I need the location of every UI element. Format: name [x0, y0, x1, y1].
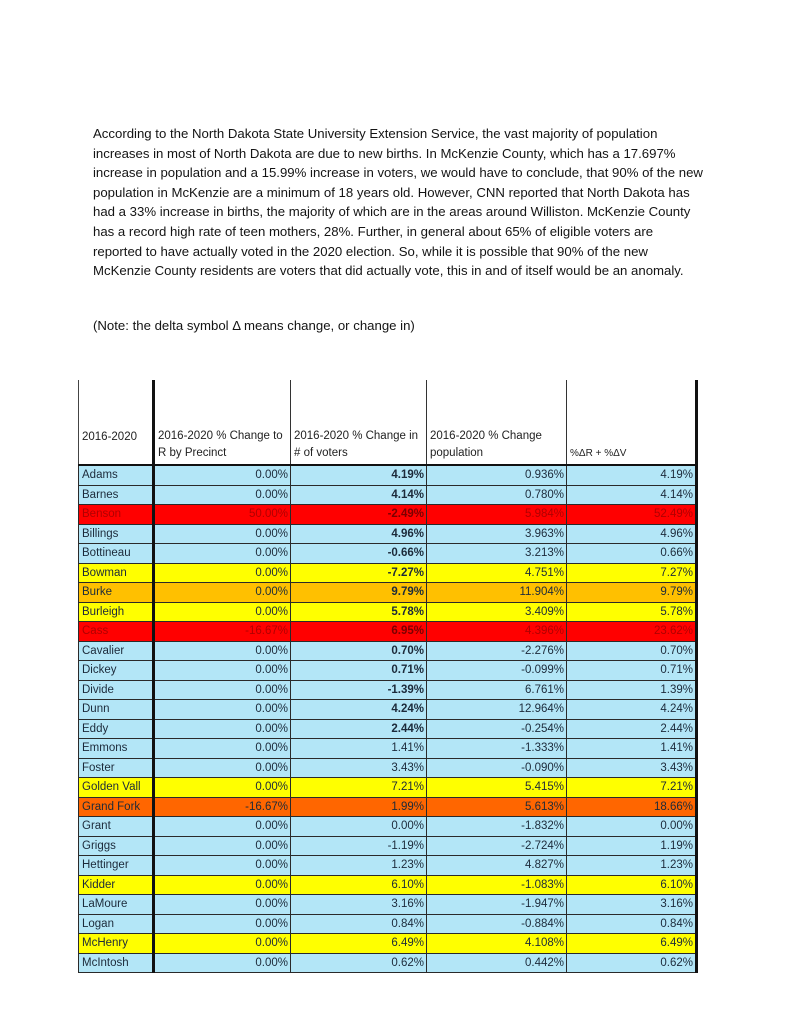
population-change-cell: -2.724%: [427, 836, 567, 856]
r-change-cell: 0.00%: [154, 817, 291, 837]
table-row: [79, 544, 697, 564]
table-row: [79, 563, 697, 583]
voters-change-cell: 1.41%: [291, 739, 427, 759]
sum-delta-cell: 3.43%: [567, 758, 697, 778]
header-population-change: 2016-2020 % Change population: [427, 380, 567, 465]
county-name-cell: Kidder: [79, 875, 154, 895]
sum-delta-cell: 4.14%: [567, 485, 697, 505]
county-name-cell: Bowman: [79, 563, 154, 583]
population-change-cell: 4.396%: [427, 622, 567, 642]
r-change-cell: 0.00%: [154, 524, 291, 544]
delta-note: (Note: the delta symbol Δ means change, or change in): [93, 318, 415, 333]
population-change-cell: 3.963%: [427, 524, 567, 544]
population-change-cell: 0.936%: [427, 465, 567, 485]
county-name-cell: Dunn: [79, 700, 154, 720]
table-row: [79, 739, 697, 759]
table-row: [79, 758, 697, 778]
county-name-cell: Griggs: [79, 836, 154, 856]
county-name-cell: Barnes: [79, 485, 154, 505]
r-change-cell: 0.00%: [154, 465, 291, 485]
table-row: [79, 953, 697, 973]
voters-change-cell: -0.66%: [291, 544, 427, 564]
voters-change-cell: 0.71%: [291, 661, 427, 681]
sum-delta-cell: 0.70%: [567, 641, 697, 661]
voters-change-cell: 7.21%: [291, 778, 427, 798]
population-change-cell: -2.276%: [427, 641, 567, 661]
sum-delta-cell: 5.78%: [567, 602, 697, 622]
r-change-cell: 0.00%: [154, 895, 291, 915]
voters-change-cell: 3.43%: [291, 758, 427, 778]
table-row: [79, 797, 697, 817]
voters-change-cell: -1.19%: [291, 836, 427, 856]
table-row: [79, 641, 697, 661]
r-change-cell: 0.00%: [154, 485, 291, 505]
population-change-cell: -0.254%: [427, 719, 567, 739]
table-row: [79, 875, 697, 895]
population-change-cell: 5.613%: [427, 797, 567, 817]
table-row: [79, 719, 697, 739]
voters-change-cell: 4.24%: [291, 700, 427, 720]
table-row: [79, 680, 697, 700]
r-change-cell: 0.00%: [154, 641, 291, 661]
county-name-cell: Cavalier: [79, 641, 154, 661]
header-sum-delta: %ΔR + %ΔV: [567, 380, 697, 465]
table-row: [79, 778, 697, 798]
table-row: [79, 602, 697, 622]
population-change-cell: -1.083%: [427, 875, 567, 895]
voters-change-cell: 0.00%: [291, 817, 427, 837]
voters-change-cell: 0.62%: [291, 953, 427, 973]
table-row: [79, 524, 697, 544]
sum-delta-cell: 18.66%: [567, 797, 697, 817]
county-change-table: [78, 380, 698, 973]
header-r-change: 2016-2020 % Change to R by Precinct: [154, 380, 291, 465]
sum-delta-cell: 0.84%: [567, 914, 697, 934]
county-name-cell: Dickey: [79, 661, 154, 681]
table-row: [79, 817, 697, 837]
sum-delta-cell: 2.44%: [567, 719, 697, 739]
county-name-cell: Billings: [79, 524, 154, 544]
sum-delta-cell: 7.27%: [567, 563, 697, 583]
r-change-cell: 0.00%: [154, 563, 291, 583]
voters-change-cell: 9.79%: [291, 583, 427, 603]
r-change-cell: 0.00%: [154, 836, 291, 856]
population-change-cell: -0.884%: [427, 914, 567, 934]
population-change-cell: -1.832%: [427, 817, 567, 837]
sum-delta-cell: 1.19%: [567, 836, 697, 856]
sum-delta-cell: 6.49%: [567, 934, 697, 954]
table-row: [79, 836, 697, 856]
county-name-cell: McHenry: [79, 934, 154, 954]
voters-change-cell: 6.95%: [291, 622, 427, 642]
table-row: [79, 465, 697, 485]
sum-delta-cell: 9.79%: [567, 583, 697, 603]
table-header-row: [79, 380, 697, 465]
population-change-cell: 3.409%: [427, 602, 567, 622]
population-change-cell: 12.964%: [427, 700, 567, 720]
table-row: [79, 934, 697, 954]
r-change-cell: -16.67%: [154, 797, 291, 817]
population-change-cell: 5.415%: [427, 778, 567, 798]
voters-change-cell: -2.49%: [291, 505, 427, 525]
population-change-cell: 3.213%: [427, 544, 567, 564]
r-change-cell: 50.00%: [154, 505, 291, 525]
sum-delta-cell: 7.21%: [567, 778, 697, 798]
body-paragraph: According to the North Dakota State University Extension Service, the vast majority of population increases in most of North Dakota are due to new births. In McKenzie County, which has a 17.697% increase in population and a 15.99% increase in voters, we would have to conclude, that 90% of the new population in McKenzie are a minimum of 18 years old. However, CNN reported that North Dakota has had a 33% increase in births, the majority of which are in the areas around Williston. McKenzie County has a record high rate of teen mothers, 28%. Further, in general about 65% of eligible voters are reported to have actually voted in the 2020 election. So, while it is possible that 90% of the new McKenzie County residents are voters that did actually vote, this in and of itself would be an anomaly.: [93, 126, 703, 279]
r-change-cell: 0.00%: [154, 739, 291, 759]
county-name-cell: Grand Fork: [79, 797, 154, 817]
r-change-cell: 0.00%: [154, 914, 291, 934]
table-row: [79, 895, 697, 915]
voters-change-cell: 1.99%: [291, 797, 427, 817]
population-change-cell: 11.904%: [427, 583, 567, 603]
sum-delta-cell: 23.62%: [567, 622, 697, 642]
header-period: 2016-2020: [79, 380, 154, 465]
r-change-cell: 0.00%: [154, 758, 291, 778]
voters-change-cell: 3.16%: [291, 895, 427, 915]
sum-delta-cell: 4.19%: [567, 465, 697, 485]
county-name-cell: McIntosh: [79, 953, 154, 973]
r-change-cell: 0.00%: [154, 778, 291, 798]
county-name-cell: Eddy: [79, 719, 154, 739]
sum-delta-cell: 52.49%: [567, 505, 697, 525]
county-name-cell: Hettinger: [79, 856, 154, 876]
sum-delta-cell: 1.39%: [567, 680, 697, 700]
table-row: [79, 622, 697, 642]
r-change-cell: 0.00%: [154, 875, 291, 895]
county-name-cell: Golden Vall: [79, 778, 154, 798]
table-row: [79, 505, 697, 525]
r-change-cell: 0.00%: [154, 680, 291, 700]
county-name-cell: Divide: [79, 680, 154, 700]
sum-delta-cell: 6.10%: [567, 875, 697, 895]
population-change-cell: 0.780%: [427, 485, 567, 505]
county-name-cell: Cass: [79, 622, 154, 642]
voters-change-cell: 4.96%: [291, 524, 427, 544]
county-name-cell: Benson: [79, 505, 154, 525]
county-name-cell: LaMoure: [79, 895, 154, 915]
voters-change-cell: -7.27%: [291, 563, 427, 583]
county-name-cell: Bottineau: [79, 544, 154, 564]
sum-delta-cell: 1.23%: [567, 856, 697, 876]
r-change-cell: 0.00%: [154, 583, 291, 603]
county-name-cell: Burke: [79, 583, 154, 603]
sum-delta-cell: 4.24%: [567, 700, 697, 720]
population-change-cell: 4.108%: [427, 934, 567, 954]
population-change-cell: 4.827%: [427, 856, 567, 876]
county-name-cell: Logan: [79, 914, 154, 934]
r-change-cell: 0.00%: [154, 934, 291, 954]
table-row: [79, 856, 697, 876]
r-change-cell: 0.00%: [154, 856, 291, 876]
sum-delta-cell: 1.41%: [567, 739, 697, 759]
county-name-cell: Emmons: [79, 739, 154, 759]
r-change-cell: 0.00%: [154, 719, 291, 739]
population-change-cell: -1.947%: [427, 895, 567, 915]
sum-delta-cell: 0.62%: [567, 953, 697, 973]
county-name-cell: Foster: [79, 758, 154, 778]
sum-delta-cell: 3.16%: [567, 895, 697, 915]
r-change-cell: -16.67%: [154, 622, 291, 642]
r-change-cell: 0.00%: [154, 602, 291, 622]
table-row: [79, 914, 697, 934]
sum-delta-cell: 0.00%: [567, 817, 697, 837]
table-row: [79, 661, 697, 681]
r-change-cell: 0.00%: [154, 661, 291, 681]
population-change-cell: -0.090%: [427, 758, 567, 778]
header-voters-change: 2016-2020 % Change in # of voters: [291, 380, 427, 465]
voters-change-cell: 1.23%: [291, 856, 427, 876]
table-row: [79, 485, 697, 505]
r-change-cell: 0.00%: [154, 544, 291, 564]
population-change-cell: 6.761%: [427, 680, 567, 700]
voters-change-cell: 0.70%: [291, 641, 427, 661]
table-body: [79, 465, 697, 973]
voters-change-cell: -1.39%: [291, 680, 427, 700]
sum-delta-cell: 0.71%: [567, 661, 697, 681]
r-change-cell: 0.00%: [154, 700, 291, 720]
r-change-cell: 0.00%: [154, 953, 291, 973]
population-change-cell: -1.333%: [427, 739, 567, 759]
county-name-cell: Adams: [79, 465, 154, 485]
sum-delta-cell: 0.66%: [567, 544, 697, 564]
population-change-cell: 0.442%: [427, 953, 567, 973]
sum-delta-cell: 4.96%: [567, 524, 697, 544]
county-name-cell: Grant: [79, 817, 154, 837]
voters-change-cell: 2.44%: [291, 719, 427, 739]
population-change-cell: 4.751%: [427, 563, 567, 583]
county-name-cell: Burleigh: [79, 602, 154, 622]
voters-change-cell: 5.78%: [291, 602, 427, 622]
voters-change-cell: 6.10%: [291, 875, 427, 895]
voters-change-cell: 6.49%: [291, 934, 427, 954]
voters-change-cell: 4.14%: [291, 485, 427, 505]
voters-change-cell: 0.84%: [291, 914, 427, 934]
voters-change-cell: 4.19%: [291, 465, 427, 485]
table-row: [79, 583, 697, 603]
population-change-cell: -0.099%: [427, 661, 567, 681]
population-change-cell: 5.984%: [427, 505, 567, 525]
table-row: [79, 700, 697, 720]
